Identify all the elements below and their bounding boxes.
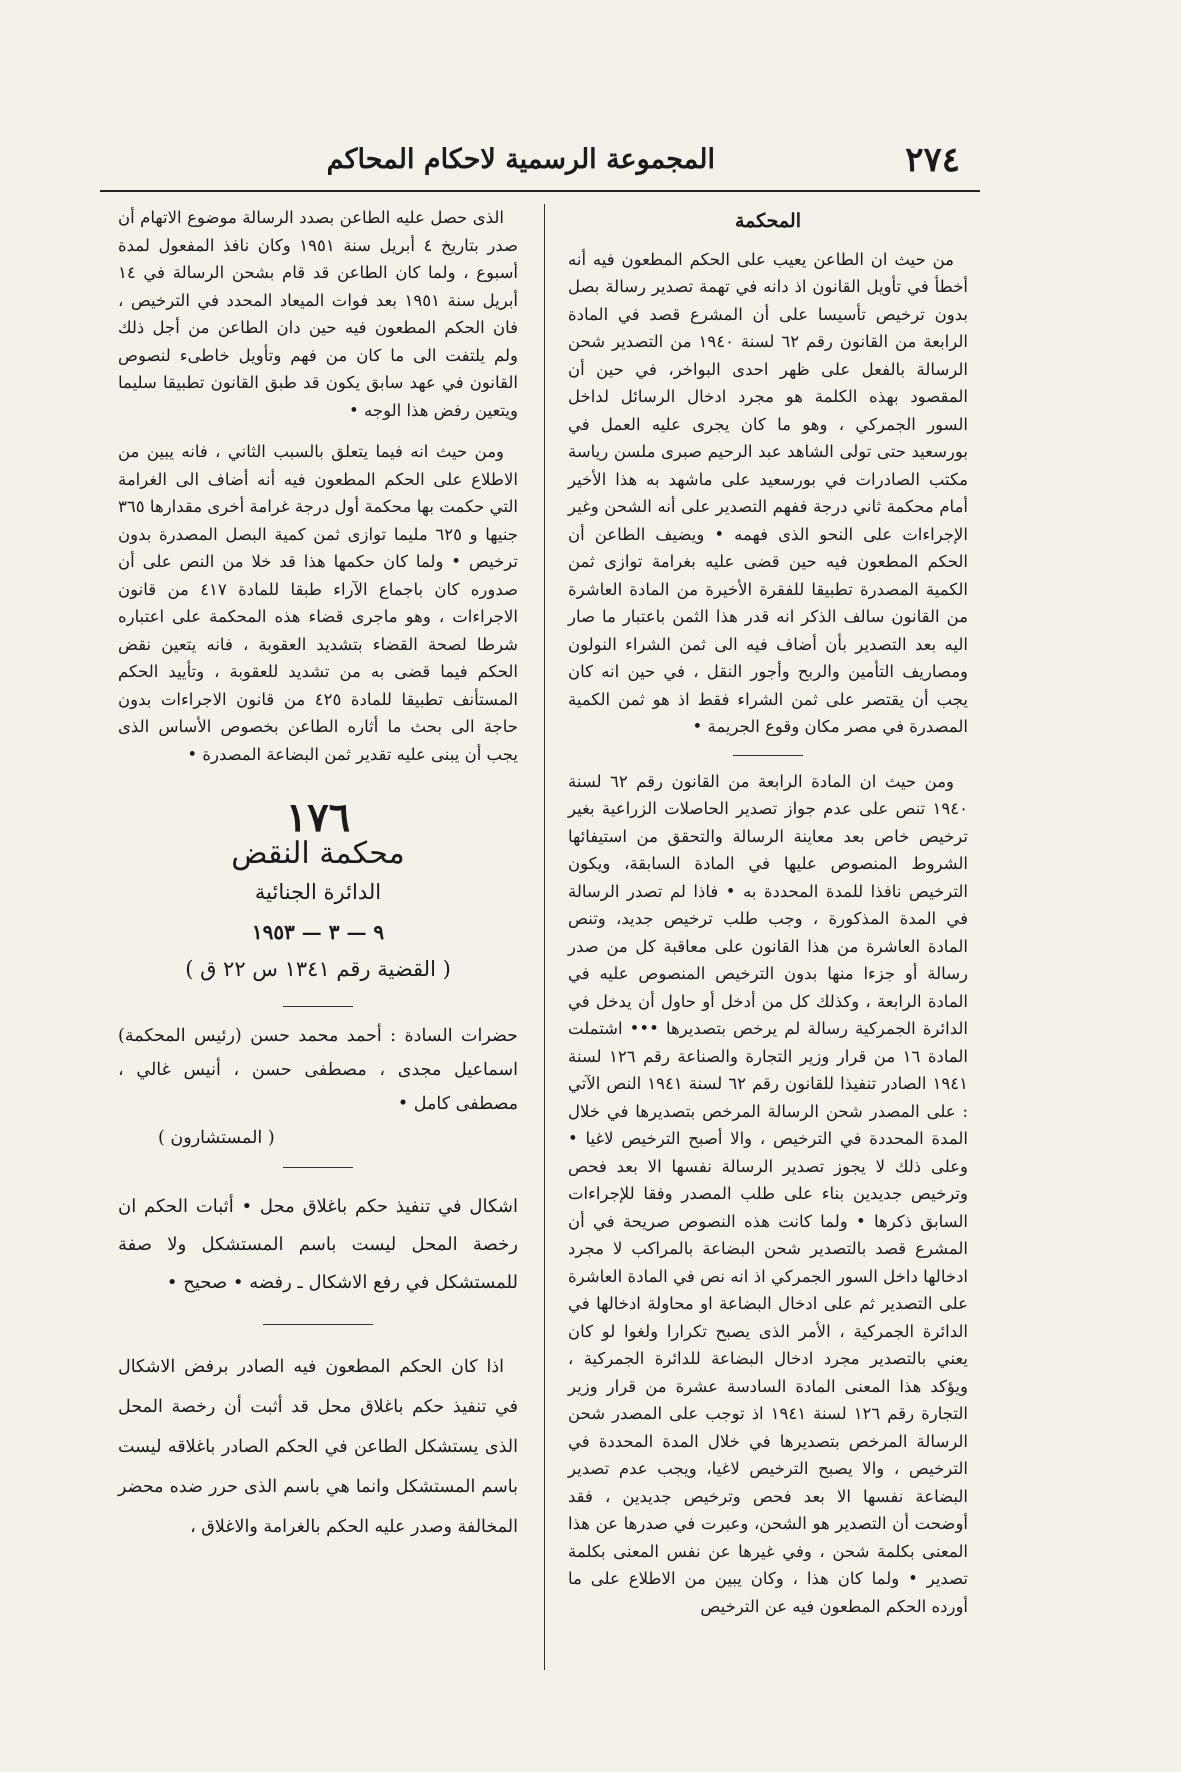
paragraph: الذى حصل عليه الطاعن بصدد الرسالة موضوع الاتهام أن صدر بتاريخ ٤ أبريل سنة ١٩٥١ وكان نافذ المفعول لمدة أسبوع ، ولما كان الطاعن قد قام بشحن الرسالة في ١٤ أبريل سنة ١٩٥١ بعد فوات الميعاد المحدد في الترخيص ، فان الحكم المطعون فيه حين دان الطاعن من أجل ذلك ولم يلتفت الى ما كان من فهم وتأويل خاطىء لنصوص القانون في عهد سابق يكون قد طبق القانون تطبيقا سليما ويتعين رفض هذا الوجه •	[118, 208, 518, 420]
running-title: المجموعة الرسمية لاحكام المحاكم	[326, 144, 715, 175]
judges-role: ( المستشارون )	[158, 1127, 275, 1148]
case-number: ١٧٦	[285, 794, 351, 841]
page-number: ٢٧٤	[905, 140, 960, 180]
column-divider	[544, 204, 545, 1670]
divider	[283, 1167, 353, 1168]
judges-panel	[118, 1019, 518, 1155]
body-columns	[100, 204, 980, 1690]
divider	[733, 755, 803, 756]
case-date: ٩ — ٣ — ١٩٥٣	[251, 919, 385, 944]
document-page	[100, 130, 980, 1690]
opening-paragraph: اذا كان الحكم المطعون فيه الصادر برفض الاشكال في تنفيذ حكم باغلاق محل قد أثبت أن رخصة المحل الذى يستشكل الطاعن في الحكم الصادر باغلاقه ليست باسم المستشكل وانما هي باسم الذى حرر ضده محضر المخالفة وصدر عليه الحكم بالغرامة والاغلاق ،	[118, 1356, 518, 1537]
judges-list: حضرات السادة : أحمد محمد حسن (رئيس المحكمة) اسماعيل مجدى ، مصطفى حسن ، أنيس غالي ، مصطفى كامل •	[118, 1025, 518, 1114]
chamber-name: الدائرة الجنائية	[254, 880, 382, 904]
headnote: اشكال في تنفيذ حكم باغلاق محل • أثبات الحكم ان رخصة المحل ليست باسم المستشكل ولا صفة للمستشكل في رفع الاشكال ـ رفضه • صحيح •	[118, 1195, 518, 1293]
court-name: محكمة النقض	[231, 835, 405, 871]
paragraph: ومن حيث انه فيما يتعلق بالسبب الثاني ، فانه يبين من الاطلاع على الحكم المطعون فيه أنه أضاف الى الغرامة التي حكمت بها محكمة أول درجة غرامة أخرى مقدارها ٣٦٥ جنيها و ٦٢٥ مليما توازى ثمن كمية البصل المصدرة بدون ترخيص • ولما كان حكمها هذا قد خلا من النص على أن صدوره كان باجماع الآراء طبقا للمادة ٤١٧ من قانون الاجراءات ، وهو ماجرى قضاء هذه المحكمة على اعتباره شرطا لصحة القضاء بتشديد العقوبة ، فانه يتعين نقض الحكم فيما قضى به من تشديد للعقوبة ، وتأييد الحكم المستأنف تطبيقا للمادة ٤٢٥ من قانون الاجراءات بدون حاجة الى بحث ما أثاره الطاعن بخصوص الأساس الذى يجب أن يبنى عليه تقدير ثمن البضاعة المصدرة •	[118, 442, 519, 764]
right-column	[568, 204, 968, 1634]
court-section-heading: المحكمة	[735, 210, 801, 232]
paragraph: ومن حيث ان المادة الرابعة من القانون رقم ٦٢ لسنة ١٩٤٠ تنص على عدم جواز تصدير الحاصلات الزراعية بغير ترخيص خاص بعد معاينة الرسالة والتحقق من استيفائها الشروط المنصوص عليها في المادة السابقة، ويكون الترخيص نافذا للمدة المحددة به • فاذا لم تصدر الرسالة في المدة المذكورة ، وجب طلب ترخيص جديد، وتنص المادة العاشرة من هذا القانون على معاقبة كل من صدر رسالة أو جزءا منها بدون الترخيص المنصوص عليه في المادة الرابعة ، وكذلك كل من أدخل أو حاول أن يدخل في الدائرة الجمركية رسالة لم يرخص بتصديرها ••• اشتملت المادة ١٦ من قرار وزير التجارة والصناعة رقم ١٢٦ لسنة ١٩٤١ الصادر تنفيذا للقانون رقم ٦٢ لسنة ١٩٤١ النص الآتي : على المصدر شحن الرسالة المرخص بتصديرها في خلال المدة المحددة في الترخيص ، والا أصبح الترخيص لاغيا • وعلى ذلك لا يجوز تصدير الرسالة نفسها الا بعد فحص وترخيص جديدين بناء على طلب المصدر وفقا للإجراءات السابق ذكرها • ولما كانت هذه النصوص صريحة في أن المشرع قصد بالتصدير شحن البضاعة بالمراكب لا مجرد ادخالها داخل السور الجمركي اذ انه نص في المادة العاشرة على التصدير ثم على ادخال البضاعة او محاولة ادخالها في الدائرة الجمركية ، الأمر الذى يصبح تكرارا ولغوا لو كان يعني بالتصدير مجرد ادخال البضاعة للدائرة الجمركية ، ويؤكد هذا المعنى المادة السادسة عشرة من قرار وزير التجارة رقم ١٢٦ لسنة ١٩٤١ اذ توجب على المصدر شحن الرسالة المرخص بتصديرها في خلال المدة المحددة في الترخيص ، والا يصبح الترخيص لاغيا، ويجب عدم تصدير البضاعة نفسها الا بعد فحص وترخيص جديدين ، فقد أوضحت أن التصدير هو الشحن، وعبرت في صدرها عن هذا المعنى بكلمة شحن ، وفي غيرها عن نفس المعنى بكلمة تصدير • ولما كان هذا ، وكان يبين من الاطلاع على ما أورده الحكم المطعون فيه عن الترخيص	[568, 771, 969, 1616]
left-column	[118, 204, 518, 1547]
divider	[263, 1324, 373, 1325]
paragraph: من حيث ان الطاعن يعيب على الحكم المطعون فيه أنه أخطأ في تأويل القانون اذ دانه في تهمة تصدير رسالة بصل بدون ترخيص تأسيسا على أن المشرع قصد في المادة الرابعة من القانون رقم ٦٢ لسنة ١٩٤٠ من التصدير شحن الرسالة بالفعل على ظهر احدى البواخر، في حين أن المقصود بهذه الكلمة هو مجرد ادخال الرسائل لداخل السور الجمركي ، وهو ما كان يجرى عليه العمل في بورسعيد حتى تولى الشاهد عبد الرحيم صبرى ملسن رياسة مكتب الصادرات في بورسعيد على ماشهد به هذا الأخير أمام محكمة ثاني درجة ففهم التصدير على أنه الشحن وغير الإجراءات على النحو الذى فهمه • ويضيف الطاعن أن الحكم المطعون فيه حين قضى عليه بغرامة توازى ثمن الكمية المصدرة تطبيقا للفقرة الأخيرة من المادة العاشرة من القانون سالف الذكر انه قدر هذا الثمن باعتبار ما صار اليه بعد التصدير بأن أضاف فيه الى ثمن الشراء النولون ومصاريف التأمين والربح وأجور النقل ، في حين انه كان يجب أن يقتصر على ثمن الشراء فقط اذ هو ثمن الكمية المصدرة في مصر مكان وقوع الجريمة •	[568, 249, 968, 736]
divider	[283, 1006, 353, 1007]
page-header	[100, 130, 980, 192]
case-reference: ( القضية رقم ١٣٤١ س ٢٢ ق )	[185, 957, 451, 981]
